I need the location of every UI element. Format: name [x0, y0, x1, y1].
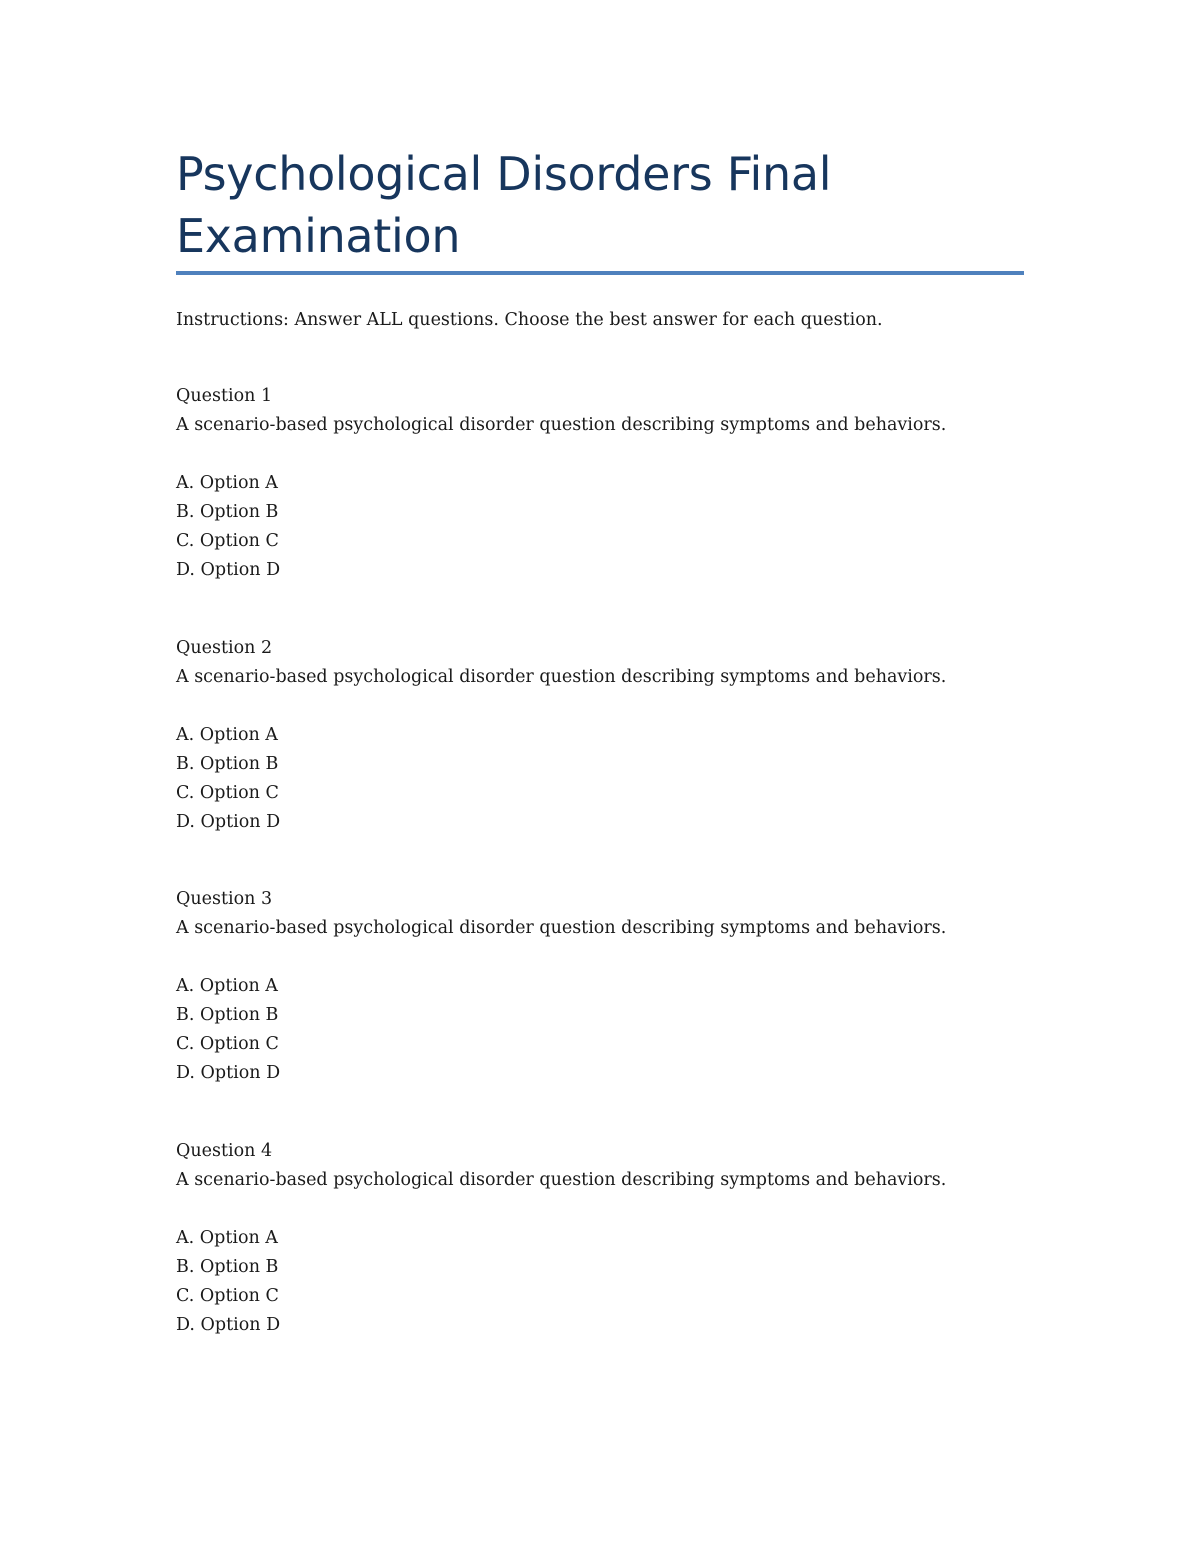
option-d: D. Option D [176, 560, 281, 580]
option-c: C. Option C [176, 1034, 279, 1054]
instructions-text: Instructions: Answer ALL questions. Choose the best answer for each question. [176, 310, 883, 330]
option-c: C. Option C [176, 531, 279, 551]
title-underline-rule [176, 271, 1024, 275]
option-c: C. Option C [176, 783, 279, 803]
document-title: Psychological Disorders Final Examination [176, 147, 832, 263]
option-b: B. Option B [176, 502, 279, 522]
option-a: A. Option A [176, 725, 278, 745]
option-list [176, 972, 1024, 1088]
option-d: D. Option D [176, 812, 281, 832]
question-text: A scenario-based psychological disorder question describing symptoms and behaviors. [176, 1170, 947, 1190]
question-text: A scenario-based psychological disorder question describing symptoms and behaviors. [176, 918, 947, 938]
option-b: B. Option B [176, 754, 279, 774]
option-a: A. Option A [176, 473, 278, 493]
question-label: Question 1 [176, 386, 273, 406]
question-block-4 [176, 1137, 1024, 1340]
option-c: C. Option C [176, 1286, 279, 1306]
option-a: A. Option A [176, 1228, 278, 1248]
option-list [176, 1224, 1024, 1340]
option-d: D. Option D [176, 1315, 281, 1335]
question-block-1 [176, 382, 1024, 585]
question-text: A scenario-based psychological disorder question describing symptoms and behaviors. [176, 415, 947, 435]
option-list [176, 721, 1024, 837]
question-block-3 [176, 885, 1024, 1088]
question-label: Question 3 [176, 889, 273, 909]
question-block-2 [176, 634, 1024, 837]
option-list [176, 469, 1024, 585]
option-a: A. Option A [176, 976, 278, 996]
question-label: Question 4 [176, 1141, 273, 1161]
option-b: B. Option B [176, 1257, 279, 1277]
question-label: Question 2 [176, 638, 273, 658]
option-d: D. Option D [176, 1063, 281, 1083]
option-b: B. Option B [176, 1005, 279, 1025]
question-text: A scenario-based psychological disorder question describing symptoms and behaviors. [176, 667, 947, 687]
